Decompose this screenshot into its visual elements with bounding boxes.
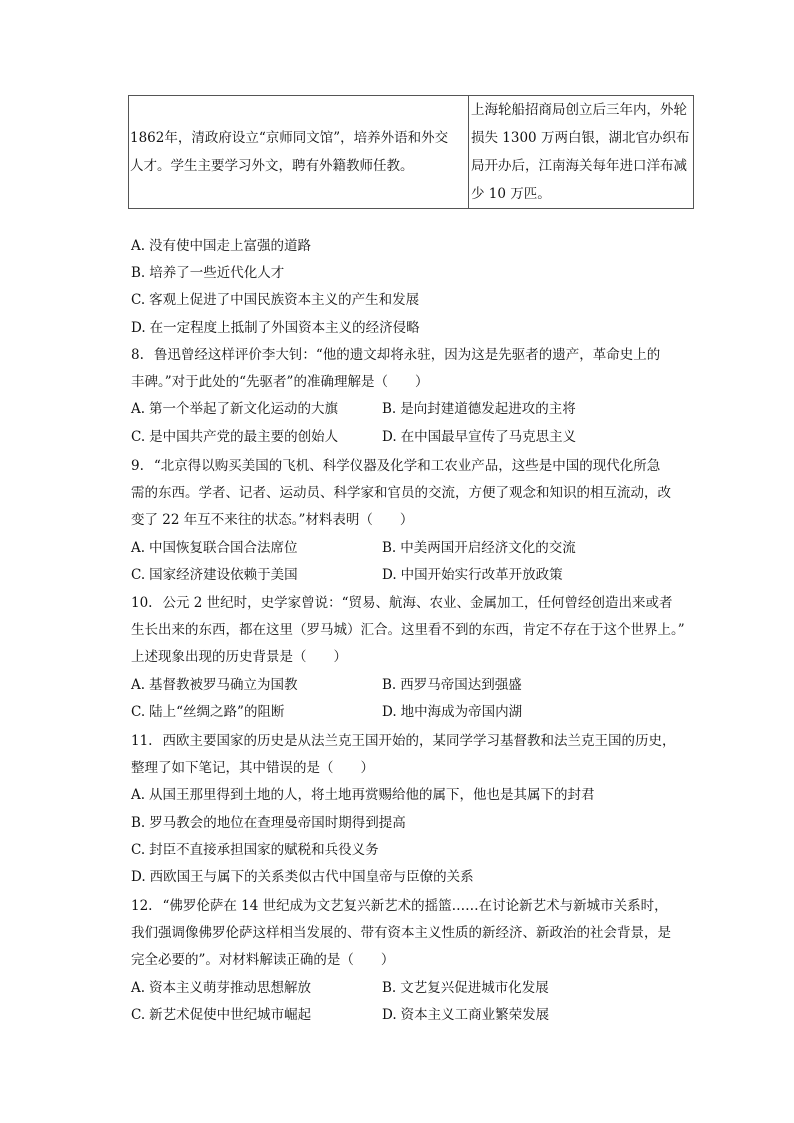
option-row [131,535,711,562]
option-row [131,672,711,699]
material-table [128,95,694,209]
table-row [129,96,694,209]
cell-line: 人才。学生主要学习外文，聘有外籍教师任教。 [130,158,414,174]
option-d[interactable]: D. 在一定程度上抵制了外国资本主义的经济侵略 [131,319,420,336]
cell-line: 局开办后，江南海关每年进口洋布减 [471,158,687,174]
option-a[interactable]: A. 中国恢复联合国合法席位 [131,539,298,556]
question-stem: 12. “佛罗伦萨在 14 世纪成为文艺复兴新艺术的摇篮……在讨论新艺术与新城市关系时， [131,898,668,914]
question-stem: 上述现象出现的历史背景是（ ） [131,649,347,666]
option-a[interactable]: A. 从国王那里得到土地的人，将土地再赏赐给他的属下，他也是其属下的封君 [131,787,595,804]
option-row [131,699,711,726]
question-stem: 完全必要的”。对材料解读正确的是（ ） [131,952,395,969]
question-stem: 9. “北京得以购买美国的飞机、科学仪器及化学和工农业产品，这些是中国的现代化所急 [131,458,661,474]
option-c[interactable]: C. 封臣不直接承担国家的赋税和兵役义务 [131,841,379,858]
question-stem: 丰碑。”对于此处的“先驱者”的准确理解是（ ） [131,374,429,391]
question-stem: 11. 西欧主要国家的历史是从法兰克王国开始的，某同学学习基督教和法兰克王国的历史， [131,733,676,749]
cell-line: 少 10 万匹。 [471,186,551,202]
question-stem: 生长出来的东西，都在这里（罗马城）汇合。这里看不到的东西，肯定不存在于这个世界上。” [131,622,685,639]
table-cell-tongwenguan [129,96,469,209]
option-b[interactable]: B. 文艺复兴促进城市化发展 [382,979,549,996]
question-stem: 需的东西。学者、记者、运动员、科学家和官员的交流，方便了观念和知识的相互流动，改 [131,485,671,502]
option-d[interactable]: D. 在中国最早宣传了马克思主义 [382,428,577,445]
option-b[interactable]: B. 是向封建道德发起进攻的主将 [382,401,576,418]
question-8 [131,342,711,451]
option-row [131,562,711,589]
question-stem: 变了 22 年互不来往的状态。”材料表明（ ） [131,512,414,529]
question-stem: 整理了如下笔记，其中错误的是（ ） [131,760,374,777]
option-a[interactable]: A. 资本主义萌芽推动思想解放 [131,979,312,996]
question-9 [131,453,711,589]
option-d[interactable]: D. 中国开始实行改革开放政策 [382,566,563,583]
question-stem: 10. 公元 2 世纪时，史学家曾说：“贸易、航海、农业、金属加工，任何曾经创造出来或者 [131,595,673,611]
option-b[interactable]: B. 西罗马帝国达到强盛 [382,676,522,693]
option-d[interactable]: D. 地中海成为帝国内湖 [382,703,523,720]
option-a[interactable]: A. 第一个举起了新文化运动的大旗 [131,401,339,418]
option-c[interactable]: C. 客观上促进了中国民族资本主义的产生和发展 [131,292,420,309]
option-c[interactable]: C. 陆上“丝绸之路”的阻断 [131,703,285,720]
question-11 [131,728,711,891]
option-a[interactable]: A. 基督教被罗马确立为国教 [131,676,298,693]
question-stem: 8. 鲁迅曾经这样评价李大钊：“他的遗文却将永驻，因为这是先驱者的遗产，革命史上的 [131,347,661,363]
option-d[interactable]: D. 西欧国王与属下的关系类似古代中国皇帝与臣僚的关系 [131,868,474,885]
option-c[interactable]: C. 是中国共产党的最主要的创始人 [131,428,339,445]
question-12 [131,893,711,1029]
question-10 [131,590,711,726]
question-stem: 我们强调像佛罗伦萨这样相当发展的、带有资本主义性质的新经济、新政治的社会背景，是 [131,925,671,942]
option-a[interactable]: A. 没有使中国走上富强的道路 [131,238,312,254]
option-row [131,396,711,423]
cell-line: 1862年，清政府设立“京师同文馆”，培养外语和外交 [130,130,449,146]
question-7-options [131,233,711,342]
option-c[interactable]: C. 国家经济建设依赖于美国 [131,566,298,583]
option-b[interactable]: B. 培养了一些近代化人才 [131,265,285,282]
option-b[interactable]: B. 罗马教会的地位在查理曼帝国时期得到提高 [131,814,406,831]
option-d[interactable]: D. 资本主义工商业繁荣发展 [382,1006,550,1023]
cell-line: 损失 1300 万两白银，湖北官办织布 [471,130,690,146]
cell-line: 上海轮船招商局创立后三年内，外轮 [471,102,687,118]
option-row [131,424,711,451]
option-row [131,975,711,1002]
option-row [131,1002,711,1029]
option-c[interactable]: C. 新艺术促使中世纪城市崛起 [131,1006,312,1023]
table-cell-zhaoshangju [469,96,694,209]
option-b[interactable]: B. 中美两国开启经济文化的交流 [382,539,576,556]
